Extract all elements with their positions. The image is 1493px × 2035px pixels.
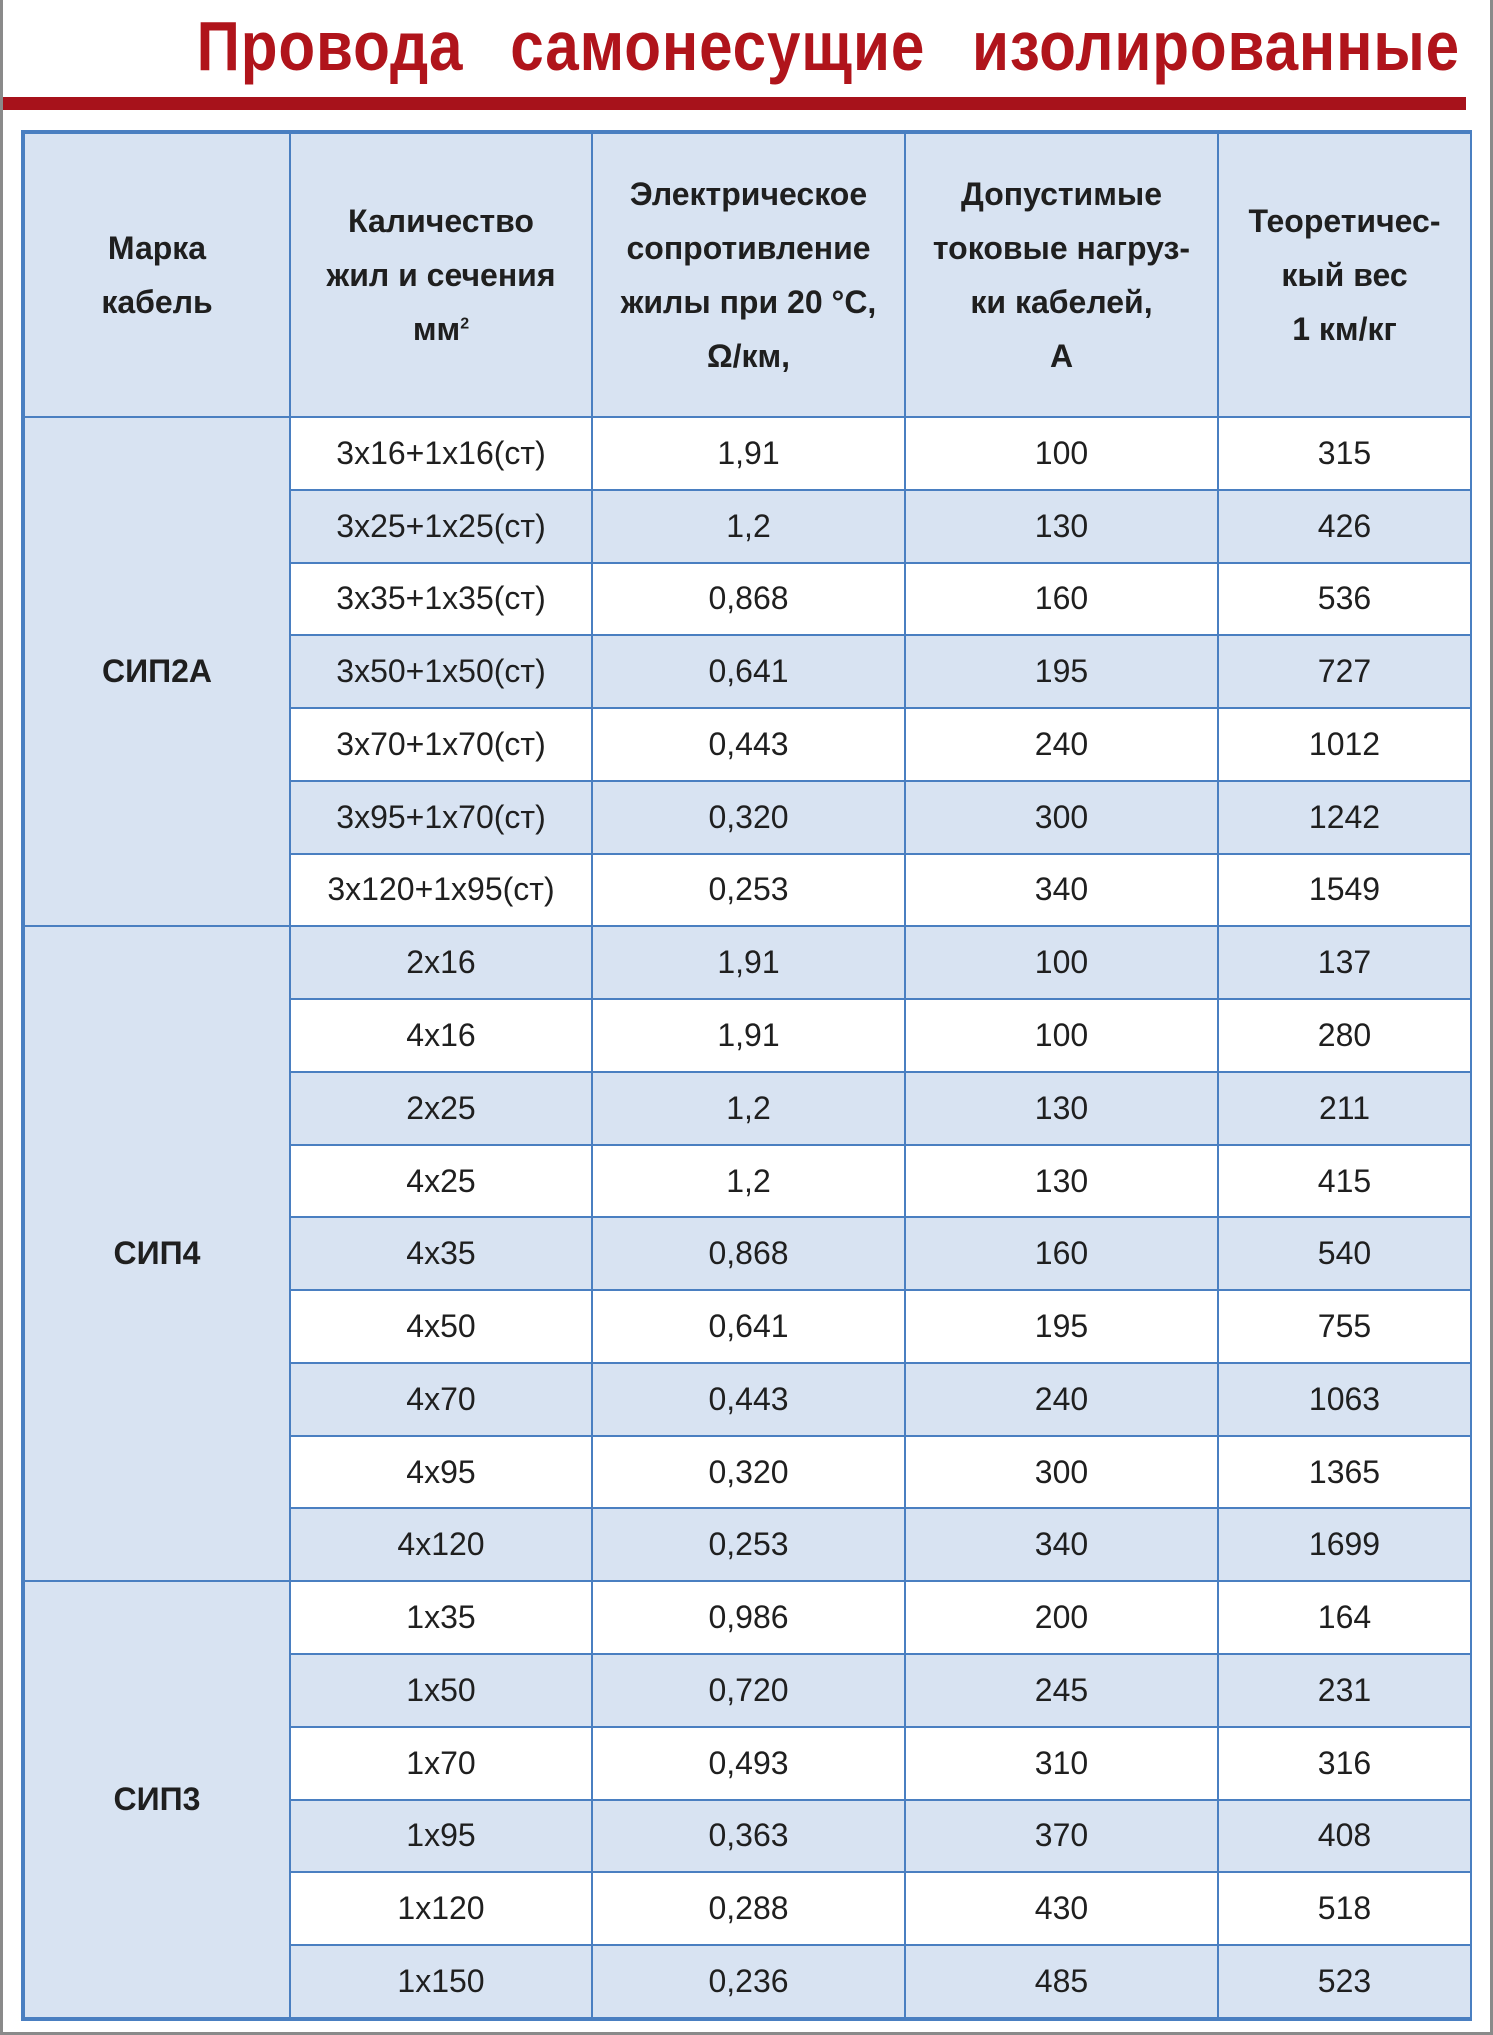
weight-cell: 523 [1218, 1945, 1471, 2018]
current-cell: 300 [905, 1436, 1218, 1509]
cores-cell: 1х35 [290, 1581, 592, 1654]
weight-cell: 408 [1218, 1800, 1471, 1873]
resistance-cell: 0,236 [592, 1945, 905, 2018]
resistance-cell: 0,253 [592, 854, 905, 927]
resistance-cell: 0,443 [592, 708, 905, 781]
weight-cell: 1549 [1218, 854, 1471, 927]
resistance-cell: 0,443 [592, 1363, 905, 1436]
current-cell: 160 [905, 563, 1218, 636]
cores-cell: 4х120 [290, 1508, 592, 1581]
cores-cell: 1х120 [290, 1872, 592, 1945]
cable-table-frame [21, 130, 1472, 2021]
cores-cell: 3х16+1х16(ст) [290, 417, 592, 490]
header-resistance [592, 133, 905, 417]
table-row [24, 1581, 1471, 1654]
current-cell: 300 [905, 781, 1218, 854]
weight-cell: 280 [1218, 999, 1471, 1072]
weight-cell: 211 [1218, 1072, 1471, 1145]
weight-cell: 1242 [1218, 781, 1471, 854]
header-brand-text: Марка кабель [101, 230, 213, 320]
current-cell: 100 [905, 926, 1218, 999]
weight-cell: 1063 [1218, 1363, 1471, 1436]
weight-cell: 727 [1218, 635, 1471, 708]
current-cell: 430 [905, 1872, 1218, 1945]
weight-cell: 1699 [1218, 1508, 1471, 1581]
current-cell: 130 [905, 1145, 1218, 1218]
current-cell: 100 [905, 417, 1218, 490]
cores-cell: 1х70 [290, 1727, 592, 1800]
current-cell: 200 [905, 1581, 1218, 1654]
weight-cell: 137 [1218, 926, 1471, 999]
current-cell: 240 [905, 708, 1218, 781]
resistance-cell: 0,288 [592, 1872, 905, 1945]
current-cell: 370 [905, 1800, 1218, 1873]
current-cell: 100 [905, 999, 1218, 1072]
weight-cell: 536 [1218, 563, 1471, 636]
cores-cell: 4х70 [290, 1363, 592, 1436]
current-cell: 195 [905, 635, 1218, 708]
resistance-cell: 1,2 [592, 1145, 905, 1218]
brand-cell: СИП2А [24, 417, 290, 926]
cores-cell: 3х70+1х70(ст) [290, 708, 592, 781]
weight-cell: 316 [1218, 1727, 1471, 1800]
current-cell: 245 [905, 1654, 1218, 1727]
weight-cell: 415 [1218, 1145, 1471, 1218]
resistance-cell: 1,2 [592, 490, 905, 563]
header-current-text: Допустимые токовые нагруз- ки кабелей, A [932, 176, 1191, 374]
header-weight-text: Теоретичес- кый вес 1 км/кг [1248, 203, 1441, 347]
current-cell: 130 [905, 1072, 1218, 1145]
resistance-cell: 0,641 [592, 1290, 905, 1363]
weight-cell: 518 [1218, 1872, 1471, 1945]
resistance-cell: 1,91 [592, 417, 905, 490]
cores-cell: 3х35+1х35(ст) [290, 563, 592, 636]
current-cell: 310 [905, 1727, 1218, 1800]
resistance-cell: 0,253 [592, 1508, 905, 1581]
current-cell: 340 [905, 1508, 1218, 1581]
weight-cell: 755 [1218, 1290, 1471, 1363]
current-cell: 130 [905, 490, 1218, 563]
header-weight [1218, 133, 1471, 417]
header-cores [290, 133, 592, 417]
resistance-cell: 0,720 [592, 1654, 905, 1727]
header-current [905, 133, 1218, 417]
header-row [24, 133, 1471, 417]
resistance-cell: 0,320 [592, 781, 905, 854]
resistance-cell: 0,868 [592, 1217, 905, 1290]
cores-cell: 4х95 [290, 1436, 592, 1509]
resistance-cell: 0,868 [592, 563, 905, 636]
cores-cell: 4х25 [290, 1145, 592, 1218]
weight-cell: 1012 [1218, 708, 1471, 781]
resistance-cell: 0,493 [592, 1727, 905, 1800]
current-cell: 160 [905, 1217, 1218, 1290]
brand-cell: СИП3 [24, 1581, 290, 2018]
cores-cell: 3х50+1х50(ст) [290, 635, 592, 708]
header-cores-text: Каличество жил и сечения мм [326, 203, 556, 347]
table-body [24, 417, 1471, 2018]
resistance-cell: 1,91 [592, 926, 905, 999]
weight-cell: 315 [1218, 417, 1471, 490]
weight-cell: 164 [1218, 1581, 1471, 1654]
cores-cell: 3х95+1х70(ст) [290, 781, 592, 854]
weight-cell: 426 [1218, 490, 1471, 563]
table-row [24, 926, 1471, 999]
resistance-cell: 0,363 [592, 1800, 905, 1873]
cores-cell: 1х150 [290, 1945, 592, 2018]
current-cell: 340 [905, 854, 1218, 927]
cores-cell: 1х50 [290, 1654, 592, 1727]
current-cell: 240 [905, 1363, 1218, 1436]
current-cell: 485 [905, 1945, 1218, 2018]
table-row [24, 417, 1471, 490]
resistance-cell: 1,91 [592, 999, 905, 1072]
weight-cell: 231 [1218, 1654, 1471, 1727]
cores-cell: 2х25 [290, 1072, 592, 1145]
header-cores-superscript: 2 [460, 315, 470, 333]
brand-cell: СИП4 [24, 926, 290, 1581]
resistance-cell: 1,2 [592, 1072, 905, 1145]
cores-cell: 1х95 [290, 1800, 592, 1873]
table-header [24, 133, 1471, 417]
page-title: Провода самонесущие изолированные [196, 7, 1460, 85]
cores-cell: 4х50 [290, 1290, 592, 1363]
cores-cell: 3х120+1х95(ст) [290, 854, 592, 927]
resistance-cell: 0,320 [592, 1436, 905, 1509]
weight-cell: 540 [1218, 1217, 1471, 1290]
cores-cell: 3х25+1х25(ст) [290, 490, 592, 563]
cores-cell: 4х16 [290, 999, 592, 1072]
cable-table [23, 132, 1472, 2019]
resistance-cell: 0,986 [592, 1581, 905, 1654]
resistance-cell: 0,641 [592, 635, 905, 708]
header-resistance-text: Электрическое сопротивление жилы при 20 °C, Ω/км, [620, 176, 877, 374]
weight-cell: 1365 [1218, 1436, 1471, 1509]
title-underline [3, 97, 1466, 110]
header-brand [24, 133, 290, 417]
cores-cell: 2х16 [290, 926, 592, 999]
current-cell: 195 [905, 1290, 1218, 1363]
cores-cell: 4х35 [290, 1217, 592, 1290]
